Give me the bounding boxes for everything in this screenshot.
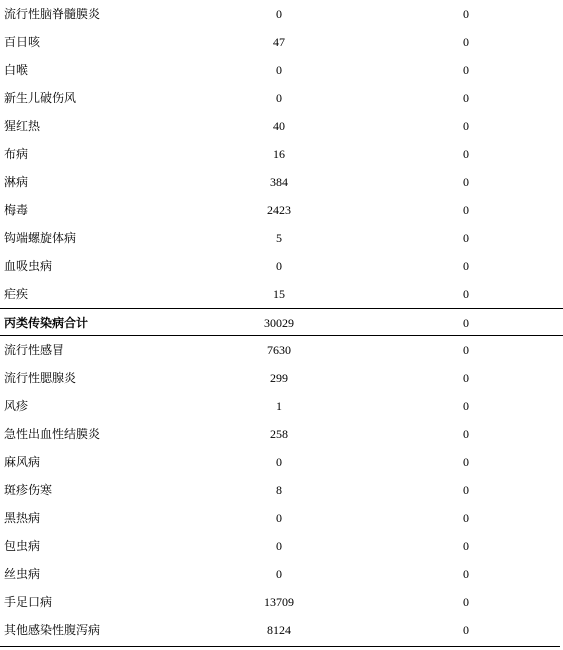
case-count: 7630	[267, 343, 291, 357]
table-row	[0, 112, 563, 140]
case-count: 258	[270, 427, 288, 441]
death-count: 0	[463, 623, 469, 637]
death-count: 0	[463, 7, 469, 21]
table-row	[0, 560, 563, 588]
case-count: 0	[276, 567, 282, 581]
disease-name: 丝虫病	[4, 567, 41, 581]
case-count: 16	[273, 147, 285, 161]
death-count: 0	[463, 259, 469, 273]
disease-name: 布病	[4, 147, 29, 161]
death-count: 0	[463, 567, 469, 581]
table-row	[0, 476, 563, 504]
case-count: 40	[273, 119, 285, 133]
disease-name: 流行性感冒	[4, 343, 65, 357]
death-count: 0	[463, 483, 469, 497]
death-count: 0	[463, 427, 469, 441]
table-row	[0, 392, 563, 420]
case-count: 0	[276, 91, 282, 105]
disease-name: 其他感染性腹泻病	[4, 623, 101, 637]
disease-name: 麻风病	[4, 455, 41, 469]
disease-name: 白喉	[4, 63, 29, 77]
table-row	[0, 0, 563, 28]
case-count: 2423	[267, 203, 291, 217]
case-count: 15	[273, 287, 285, 301]
table-row	[0, 532, 563, 560]
death-count: 0	[463, 35, 469, 49]
disease-name: 流行性脑脊髓膜炎	[4, 7, 101, 21]
disease-name: 流行性腮腺炎	[4, 371, 77, 385]
case-count: 13709	[264, 595, 294, 609]
subtotal-deaths: 0	[463, 316, 469, 330]
subtotal-cases: 30029	[264, 316, 294, 330]
disease-name: 百日咳	[4, 35, 41, 49]
death-count: 0	[463, 203, 469, 217]
table-row	[0, 168, 563, 196]
death-count: 0	[463, 511, 469, 525]
death-count: 0	[463, 231, 469, 245]
disease-name: 疟疾	[4, 287, 29, 301]
case-count: 0	[276, 455, 282, 469]
case-count: 8	[276, 483, 282, 497]
table-row	[0, 504, 563, 532]
death-count: 0	[463, 343, 469, 357]
disease-name: 新生儿破伤风	[4, 91, 77, 105]
table-bottom-rule	[0, 646, 560, 647]
table-row	[0, 224, 563, 252]
table-row	[0, 616, 563, 644]
disease-name: 包虫病	[4, 539, 41, 553]
table-row	[0, 252, 563, 280]
case-count: 0	[276, 259, 282, 273]
table-row	[0, 420, 563, 448]
death-count: 0	[463, 175, 469, 189]
death-count: 0	[463, 371, 469, 385]
death-count: 0	[463, 119, 469, 133]
table-row	[0, 140, 563, 168]
death-count: 0	[463, 455, 469, 469]
disease-name: 急性出血性结膜炎	[4, 427, 101, 441]
case-count: 1	[276, 399, 282, 413]
table-row	[0, 56, 563, 84]
death-count: 0	[463, 539, 469, 553]
disease-name: 梅毒	[4, 203, 29, 217]
disease-name: 淋病	[4, 175, 29, 189]
disease-name: 手足口病	[4, 595, 53, 609]
subtotal-label: 丙类传染病合计	[4, 316, 89, 330]
table-row	[0, 84, 563, 112]
disease-name: 黑热病	[4, 511, 41, 525]
table-row	[0, 336, 563, 364]
disease-name: 猩红热	[4, 119, 41, 133]
table-row	[0, 448, 563, 476]
table-row	[0, 588, 563, 616]
death-count: 0	[463, 63, 469, 77]
table-row	[0, 364, 563, 392]
death-count: 0	[463, 91, 469, 105]
case-count: 0	[276, 7, 282, 21]
case-count: 47	[273, 35, 285, 49]
case-count: 384	[270, 175, 288, 189]
death-count: 0	[463, 595, 469, 609]
case-count: 8124	[267, 623, 291, 637]
disease-name: 斑疹伤寒	[4, 483, 53, 497]
case-count: 0	[276, 511, 282, 525]
disease-name: 钩端螺旋体病	[4, 231, 77, 245]
subtotal-row	[0, 308, 563, 336]
case-count: 0	[276, 63, 282, 77]
case-count: 0	[276, 539, 282, 553]
table-row	[0, 196, 563, 224]
death-count: 0	[463, 399, 469, 413]
disease-name: 血吸虫病	[4, 259, 53, 273]
case-count: 5	[276, 231, 282, 245]
case-count: 299	[270, 371, 288, 385]
death-count: 0	[463, 287, 469, 301]
disease-name: 风疹	[4, 399, 29, 413]
table-row	[0, 280, 563, 308]
death-count: 0	[463, 147, 469, 161]
table-row	[0, 28, 563, 56]
